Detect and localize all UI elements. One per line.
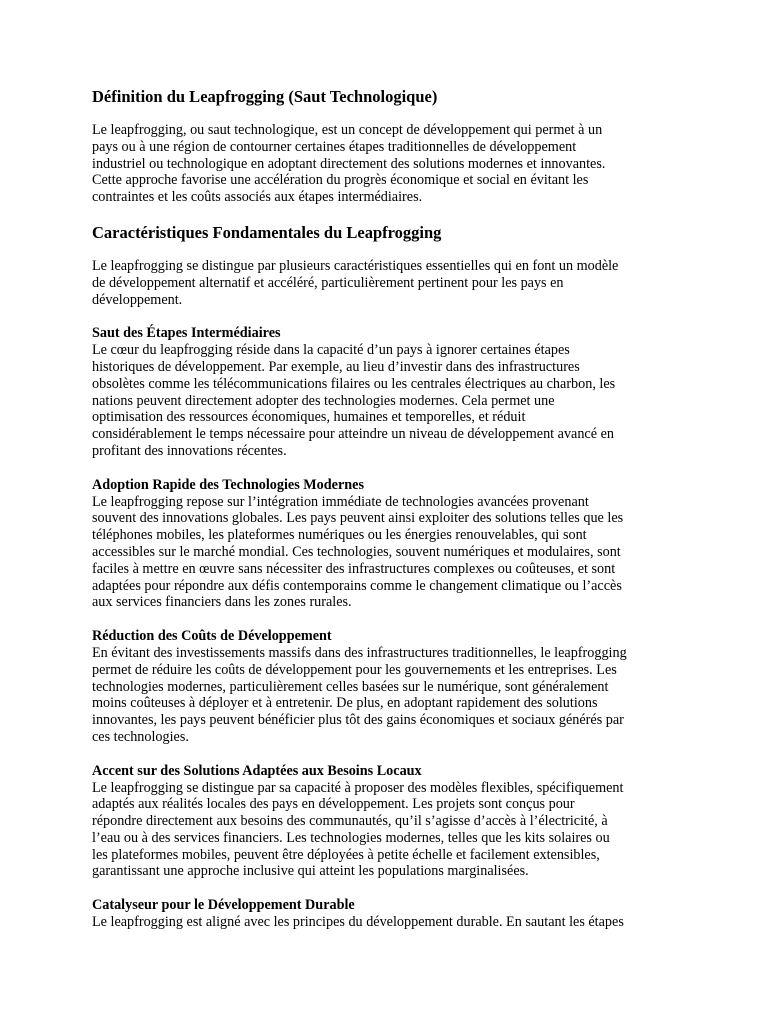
text-line: profitant des innovations récentes. [92, 442, 287, 459]
section-heading: Caractéristiques Fondamentales du Leapfrogging [92, 222, 442, 242]
text-line: l’eau ou à des services financiers. Les technologies modernes, telles que les kits solaires ou [92, 829, 610, 846]
text-line: moins coûteuses à déployer et à entretenir. De plus, en adoptant rapidement des solutions [92, 695, 598, 712]
spacer [92, 107, 684, 122]
text-line: optimisation des ressources économiques, humaines et temporelles, et réduit [92, 409, 526, 426]
text-line: Le leapfrogging repose sur l’intégration immédiate de technologies avancées provenant [92, 493, 589, 510]
text-line: En évitant des investissements massifs dans des infrastructures traditionnelles, le leapfrogging [92, 644, 627, 661]
subsection-heading: Saut des Étapes Intermédiaires [92, 325, 281, 342]
text-line: innovantes, les pays peuvent bénéficier plus tôt des gains économiques et sociaux générés par [92, 712, 624, 729]
document-title: Définition du Leapfrogging (Saut Technologique) [92, 87, 438, 106]
text-line: de développement alternatif et accéléré, particulièrement pertinent pour les pays en [92, 274, 564, 291]
subsection-paragraph [92, 342, 684, 460]
section-intro-paragraph [92, 258, 684, 308]
text-line: pays ou à une région de contourner certaines étapes traditionnelles de développement [92, 138, 577, 155]
subsection-heading: Réduction des Coûts de Développement [92, 628, 332, 645]
subsection-paragraph [92, 914, 684, 931]
subsection-heading: Catalyseur pour le Développement Durable [92, 897, 355, 914]
text-line: industriel ou technologique en adoptant directement des solutions modernes et innovantes. [92, 155, 606, 172]
subsection-sustainable [92, 897, 684, 931]
text-line: contraintes et les coûts associés aux étapes intermédiaires. [92, 189, 423, 206]
spacer [92, 880, 684, 897]
subsection-steps [92, 325, 684, 459]
text-line: Le cœur du leapfrogging réside dans la capacité d’un pays à ignorer certaines étapes [92, 342, 570, 359]
text-line: Le leapfrogging est aligné avec les principes du développement durable. En sautant les étapes [92, 914, 624, 931]
text-line: permet de réduire les coûts de développement pour les gouvernements et les entreprises. Les [92, 661, 617, 678]
text-line: Le leapfrogging se distingue par sa capacité à proposer des modèles flexibles, spécifiquement [92, 779, 624, 796]
spacer [92, 460, 684, 477]
text-line: ces technologies. [92, 728, 189, 745]
text-line: faciles à mettre en œuvre sans nécessiter des infrastructures complexes ou coûteuses, et sont [92, 560, 616, 577]
text-line: historiques de développement. Par exemple, au lieu d’investir dans des infrastructures [92, 358, 580, 375]
text-line: accessibles sur le marché mondial. Ces technologies, souvent numériques et modulaires, sont [92, 543, 621, 560]
text-line: développement. [92, 291, 183, 308]
text-line: obsolètes comme les télécommunications filaires ou les centrales électriques au charbon, les [92, 375, 616, 392]
subsection-paragraph [92, 494, 684, 612]
text-line: Cette approche favorise une accélération du progrès économique et social en évitant les [92, 172, 589, 189]
text-line: Le leapfrogging, ou saut technologique, est un concept de développement qui permet à un [92, 122, 603, 138]
text-line: les plateformes mobiles, peuvent être déployées à petite échelle et facilement extensibles, [92, 846, 600, 863]
spacer [92, 308, 684, 325]
subsection-paragraph [92, 645, 684, 746]
text-line: adaptées pour répondre aux défis contemporains comme le changement climatique ou l’accès [92, 577, 622, 594]
text-line: Le leapfrogging se distingue par plusieurs caractéristiques essentielles qui en font un modèle [92, 257, 619, 274]
text-line: garantissant une approche inclusive qui atteint les populations marginalisées. [92, 863, 529, 880]
text-line: aux services financiers dans les zones rurales. [92, 594, 352, 611]
text-line: technologies modernes, particulièrement celles basées sur le numérique, sont généralement [92, 678, 609, 695]
subsection-heading: Adoption Rapide des Technologies Modernes [92, 476, 364, 493]
spacer [92, 746, 684, 763]
text-line: téléphones mobiles, les plateformes numériques ou les énergies renouvelables, qui sont [92, 527, 587, 544]
subsection-paragraph [92, 780, 684, 881]
intro-paragraph [92, 122, 684, 206]
text-line: nations peuvent directement adopter des technologies modernes. Cela permet une [92, 392, 555, 409]
text-line: souvent des innovations globales. Les pays peuvent ainsi exploiter des solutions telles que les [92, 510, 624, 527]
subsection-adoption [92, 477, 684, 611]
subsection-heading: Accent sur des Solutions Adaptées aux Besoins Locaux [92, 762, 422, 779]
spacer [92, 243, 684, 258]
subsection-costs [92, 628, 684, 746]
subsection-local-solutions [92, 763, 684, 881]
text-line: répondre directement aux besoins des communautés, qu’il s’agisse d’accès à l’électricité, à [92, 813, 608, 830]
document-page [92, 87, 684, 931]
spacer [92, 611, 684, 628]
text-line: considérablement le temps nécessaire pour atteindre un niveau de développement avancé en [92, 426, 614, 443]
spacer [92, 206, 684, 223]
text-line: adaptés aux réalités locales des pays en développement. Les projets sont conçus pour [92, 796, 575, 813]
